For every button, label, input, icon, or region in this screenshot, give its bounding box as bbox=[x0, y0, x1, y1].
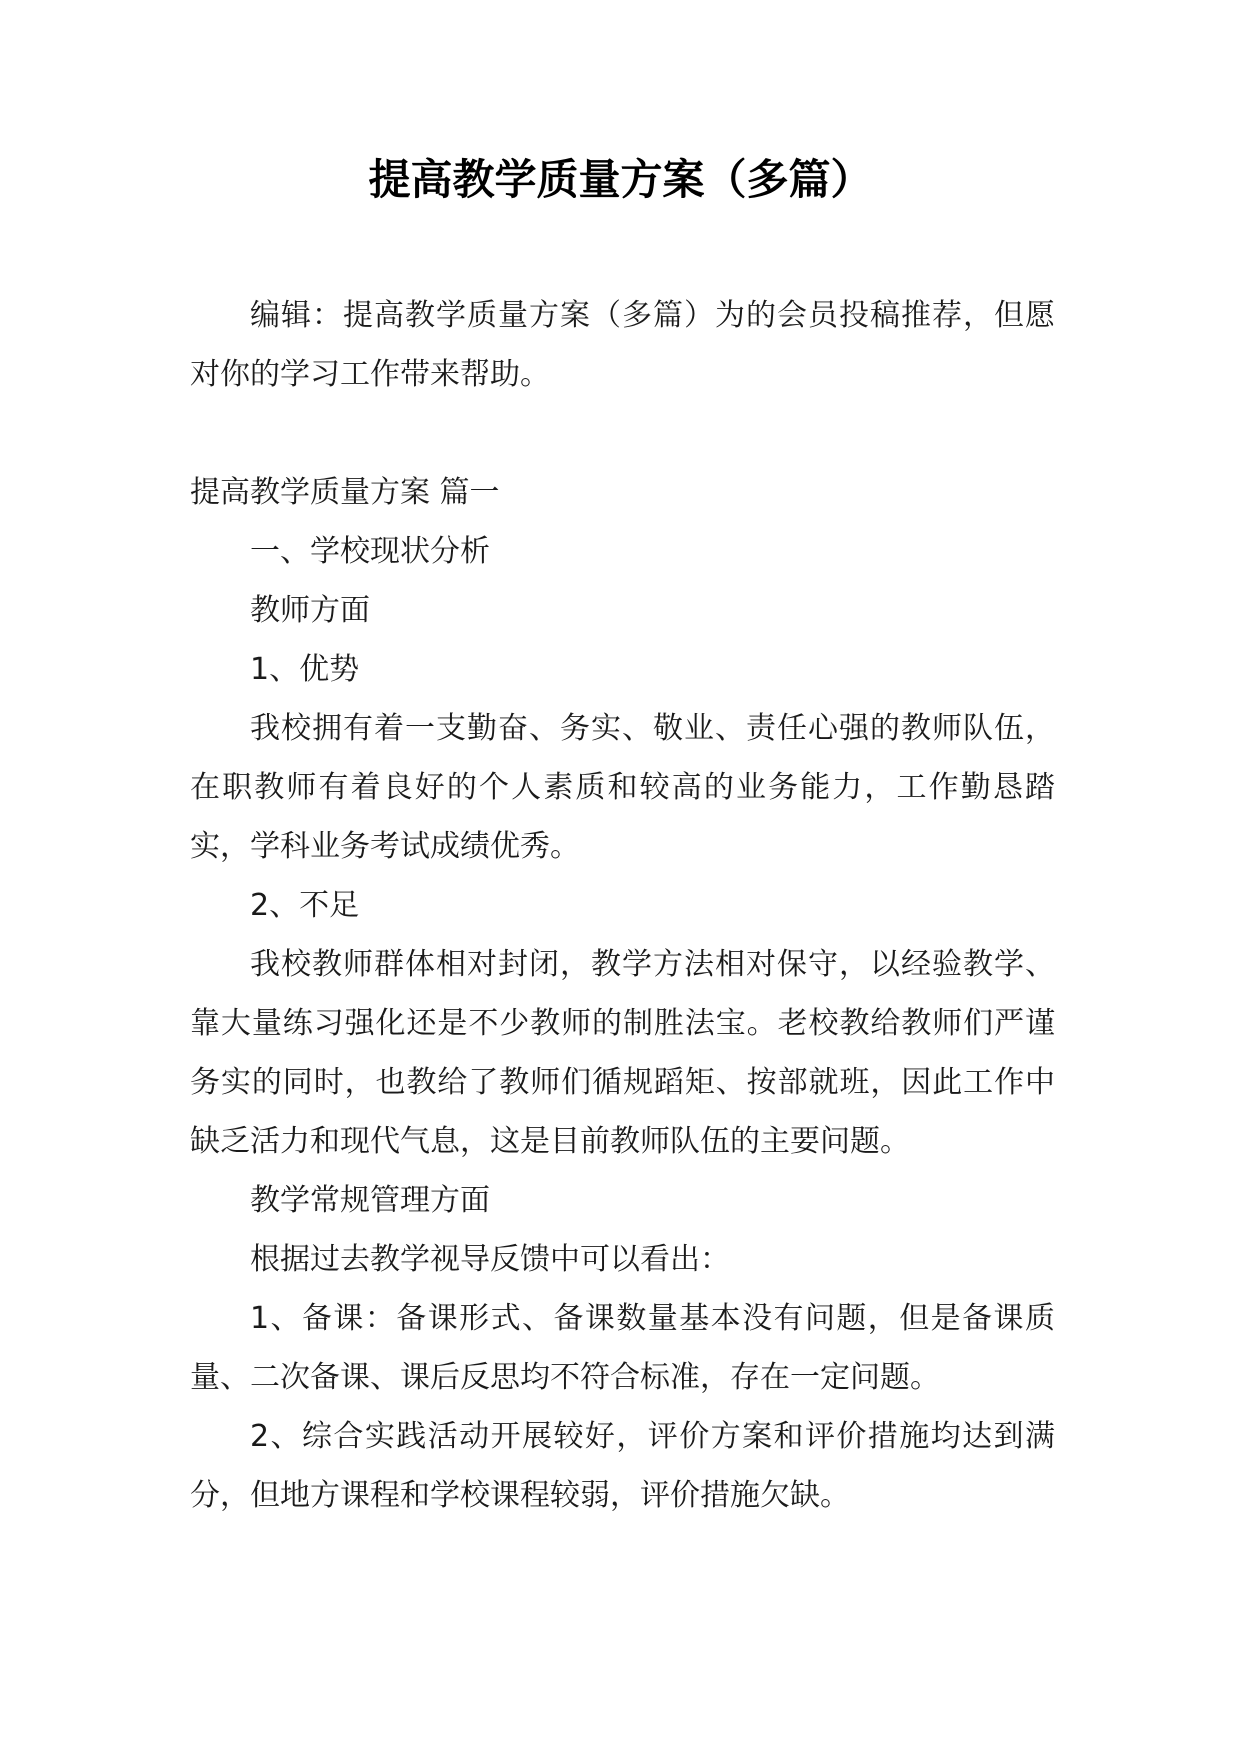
subheading-teachers: 教师方面 bbox=[250, 593, 370, 628]
subheading-advantages: 1、优势 bbox=[250, 652, 360, 687]
section-heading: 提高教学质量方案 篇一 bbox=[190, 475, 500, 510]
subheading-teaching-management: 教学常规管理方面 bbox=[250, 1183, 490, 1218]
intro-paragraph: 编辑：提高教学质量方案（多篇）为的会员投稿推荐，但愿对你的学习工作带来帮助。 bbox=[190, 298, 1055, 392]
blank-line bbox=[190, 404, 1055, 463]
subheading-shortcomings: 2、不足 bbox=[250, 888, 360, 923]
subheading-school-status: 一、学校现状分析 bbox=[250, 534, 490, 569]
document-body bbox=[190, 286, 1055, 1525]
paragraph-practice-activities: 2、综合实践活动开展较好，评价方案和评价措施均达到满分，但地方课程和学校课程较弱，评价措施欠缺。 bbox=[190, 1419, 1055, 1513]
paragraph-lesson-prep: 1、备课：备课形式、备课数量基本没有问题，但是备课质量、二次备课、课后反思均不符合标准，存在一定问题。 bbox=[190, 1301, 1055, 1395]
paragraph-shortcomings: 我校教师群体相对封闭，教学方法相对保守，以经验教学、靠大量练习强化还是不少教师的制胜法宝。老校教给教师们严谨务实的同时，也教给了教师们循规蹈矩、按部就班，因此工作中缺乏活力和现代气息，这是目前教师队伍的主要问题。 bbox=[190, 947, 1055, 1159]
paragraph-advantages: 我校拥有着一支勤奋、务实、敬业、责任心强的教师队伍，在职教师有着良好的个人素质和较高的业务能力，工作勤恳踏实，学科业务考试成绩优秀。 bbox=[190, 711, 1055, 864]
paragraph-feedback-intro: 根据过去教学视导反馈中可以看出： bbox=[250, 1242, 730, 1277]
document-title: 提高教学质量方案（多篇） bbox=[368, 155, 873, 204]
